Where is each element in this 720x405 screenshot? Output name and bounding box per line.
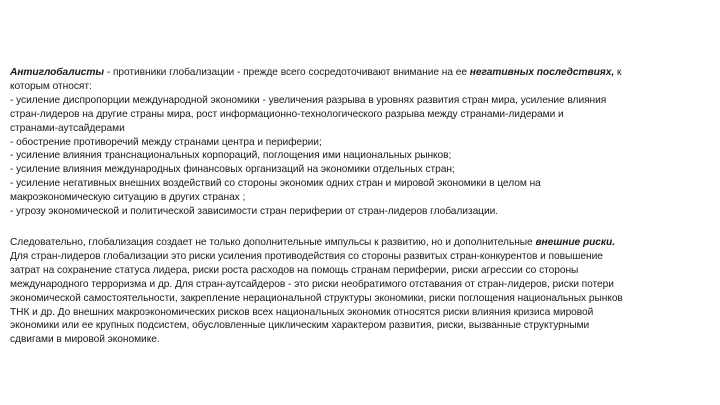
intro-text: Следовательно, глобализация создает не только дополнительные импульсы к развитию, но и дополнительные bbox=[10, 237, 536, 248]
list-item: - усиление диспропорции международной экономики - увеличения разрыва в уровнях развития стран мира, усиление влияния bbox=[10, 94, 607, 106]
emphasis-negative-consequences: негативных последствиях, bbox=[469, 67, 615, 78]
list-item: - усиление негативных внешних воздействий со стороны экономик одних стран и мировой экономики в целом на bbox=[10, 178, 541, 190]
emphasis-external-risks: внешние риски. bbox=[535, 237, 615, 248]
text-line: которым относят: bbox=[10, 80, 92, 92]
text-line: международного терроризма и др. Для стран-аутсайдеров - это риски необратимого отставания от стран-лидеров, риски потери bbox=[10, 278, 614, 290]
text-line: затрат на сохранение статуса лидера, риски роста расходов на помощь странам периферии, риски агрессии со стороны bbox=[10, 264, 579, 276]
paragraph-antiglobalists bbox=[10, 66, 710, 219]
term-antiglobalists: Антиглобалисты bbox=[10, 67, 105, 78]
text-line: Для стран-лидеров глобализации это риски усиления противодействия со стороны развитых стран-конкурентов и повышение bbox=[10, 250, 603, 262]
intro-text: - противники глобализации - прежде всего сосредоточивают внимание на ее bbox=[104, 67, 470, 78]
text-line: ТНК и др. До внешних макроэкономических рисков всех национальных экономик относятся риски влияния кризиса мировой bbox=[10, 306, 594, 318]
text-line: сдвигами в мировой экономике. bbox=[10, 334, 160, 346]
text-line: странами-аутсайдерами bbox=[10, 122, 125, 134]
text-line: макроэкономическую ситуацию в других странах ; bbox=[10, 192, 246, 204]
paragraph-first-line bbox=[10, 236, 710, 250]
text-line: экономической самостоятельности, закрепление нерациональной структуры экономики, риски поглощения национальных рынков bbox=[10, 292, 623, 304]
paragraph-first-line bbox=[10, 66, 710, 80]
list-item: - обострение противоречий между странами центра и периферии; bbox=[10, 136, 322, 148]
list-item: - усиление влияния транснациональных корпораций, поглощения ими национальных рынков; bbox=[10, 150, 452, 162]
paragraph-external-risks bbox=[10, 236, 710, 347]
intro-tail: к bbox=[614, 67, 622, 78]
list-item: - усиление влияния международных финансовых организаций на экономики отдельных стран; bbox=[10, 164, 455, 176]
list-item: - угрозу экономической и политической зависимости стран периферии от стран-лидеров глобализации. bbox=[10, 206, 499, 218]
text-line: стран-лидеров на другие страны мира, рост информационно-технологического разрыва между странами-лидерами и bbox=[10, 108, 564, 120]
text-line: экономики или ее крупных подсистем, обусловленные циклическим характером развития, риски, вызванные структурными bbox=[10, 320, 590, 332]
